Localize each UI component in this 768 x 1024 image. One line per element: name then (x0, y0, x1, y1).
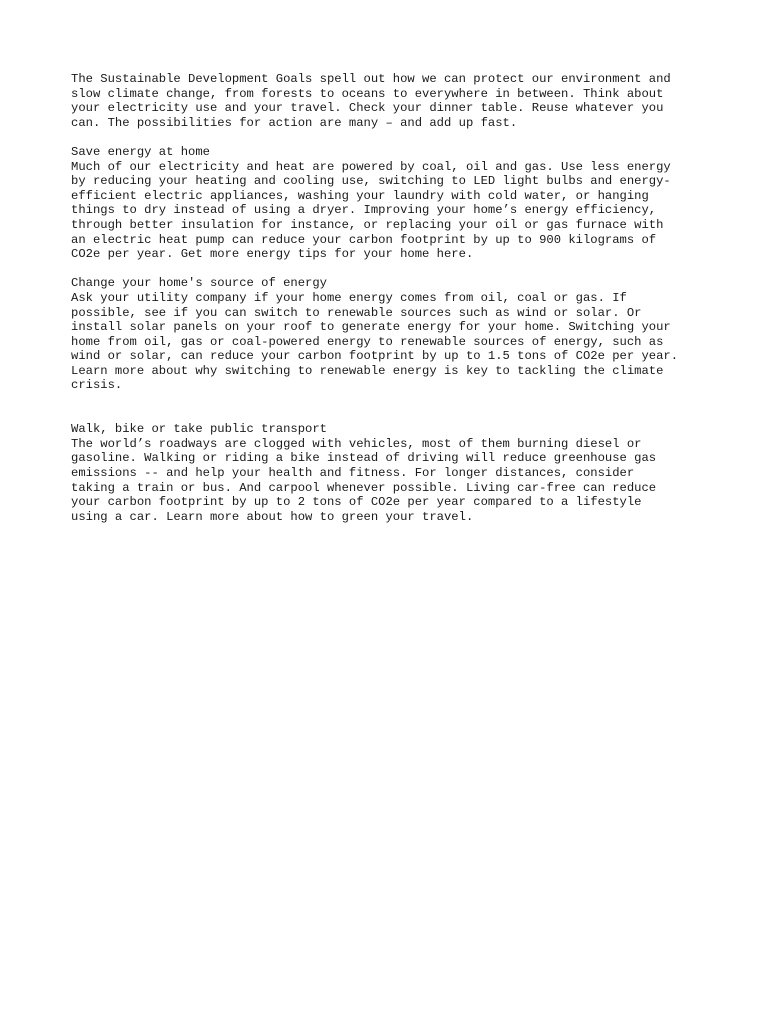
section-body-save-energy: Much of our electricity and heat are powered by coal, oil and gas. Use less energy by reducing your heating and cooling use, switching to LED light bulbs and energy- efficient electric appliances, washing your laundry with cold water, or hanging things to dry instead of using a dryer. Improving your home’s energy efficiency, through better insulation for instance, or replacing your oil or gas furnace with an electric heat pump can reduce your carbon footprint by up to 900 kilograms of CO2e per year. Get more energy tips for your home here. (71, 159, 671, 262)
section-heading-transport: Walk, bike or take public transport (71, 422, 327, 437)
paragraph-spacer (71, 262, 711, 277)
section-body-change-source: Ask your utility company if your home energy comes from oil, coal or gas. If possible, see if you can switch to renewable sources such as wind or solar. Or install solar panels on your roof to generate energy for your home. Switching your home from oil, gas or coal-powered energy to renewable sources of energy, such as wind or solar, can reduce your carbon footprint by up to 1.5 tons of CO2e per year. Learn more about why switching to renewable energy is key to tackling the climate crisis. (71, 290, 679, 393)
section-body-transport: The world’s roadways are clogged with vehicles, most of them burning diesel or gasoline. Walking or riding a bike instead of driving will reduce greenhouse gas emissions -- and help your health and fitness. For longer distances, consider taking a train or bus. And carpool whenever possible. Living car-free can reduce your carbon footprint by up to 2 tons of CO2e per year compared to a lifestyle using a car. Learn more about how to green your travel. (71, 436, 657, 524)
document-page (71, 72, 711, 524)
paragraph-spacer (71, 393, 711, 422)
paragraph-spacer (71, 130, 711, 145)
intro-paragraph: The Sustainable Development Goals spell out how we can protect our environment and slow climate change, from forests to oceans to everywhere in between. Think about your electricity use and your travel. Check your dinner table. Reuse whatever you can. The possibilities for action are many – and add up fast. (71, 72, 671, 130)
section-heading-save-energy: Save energy at home (71, 144, 210, 159)
section-heading-change-source: Change your home's source of energy (71, 276, 327, 291)
